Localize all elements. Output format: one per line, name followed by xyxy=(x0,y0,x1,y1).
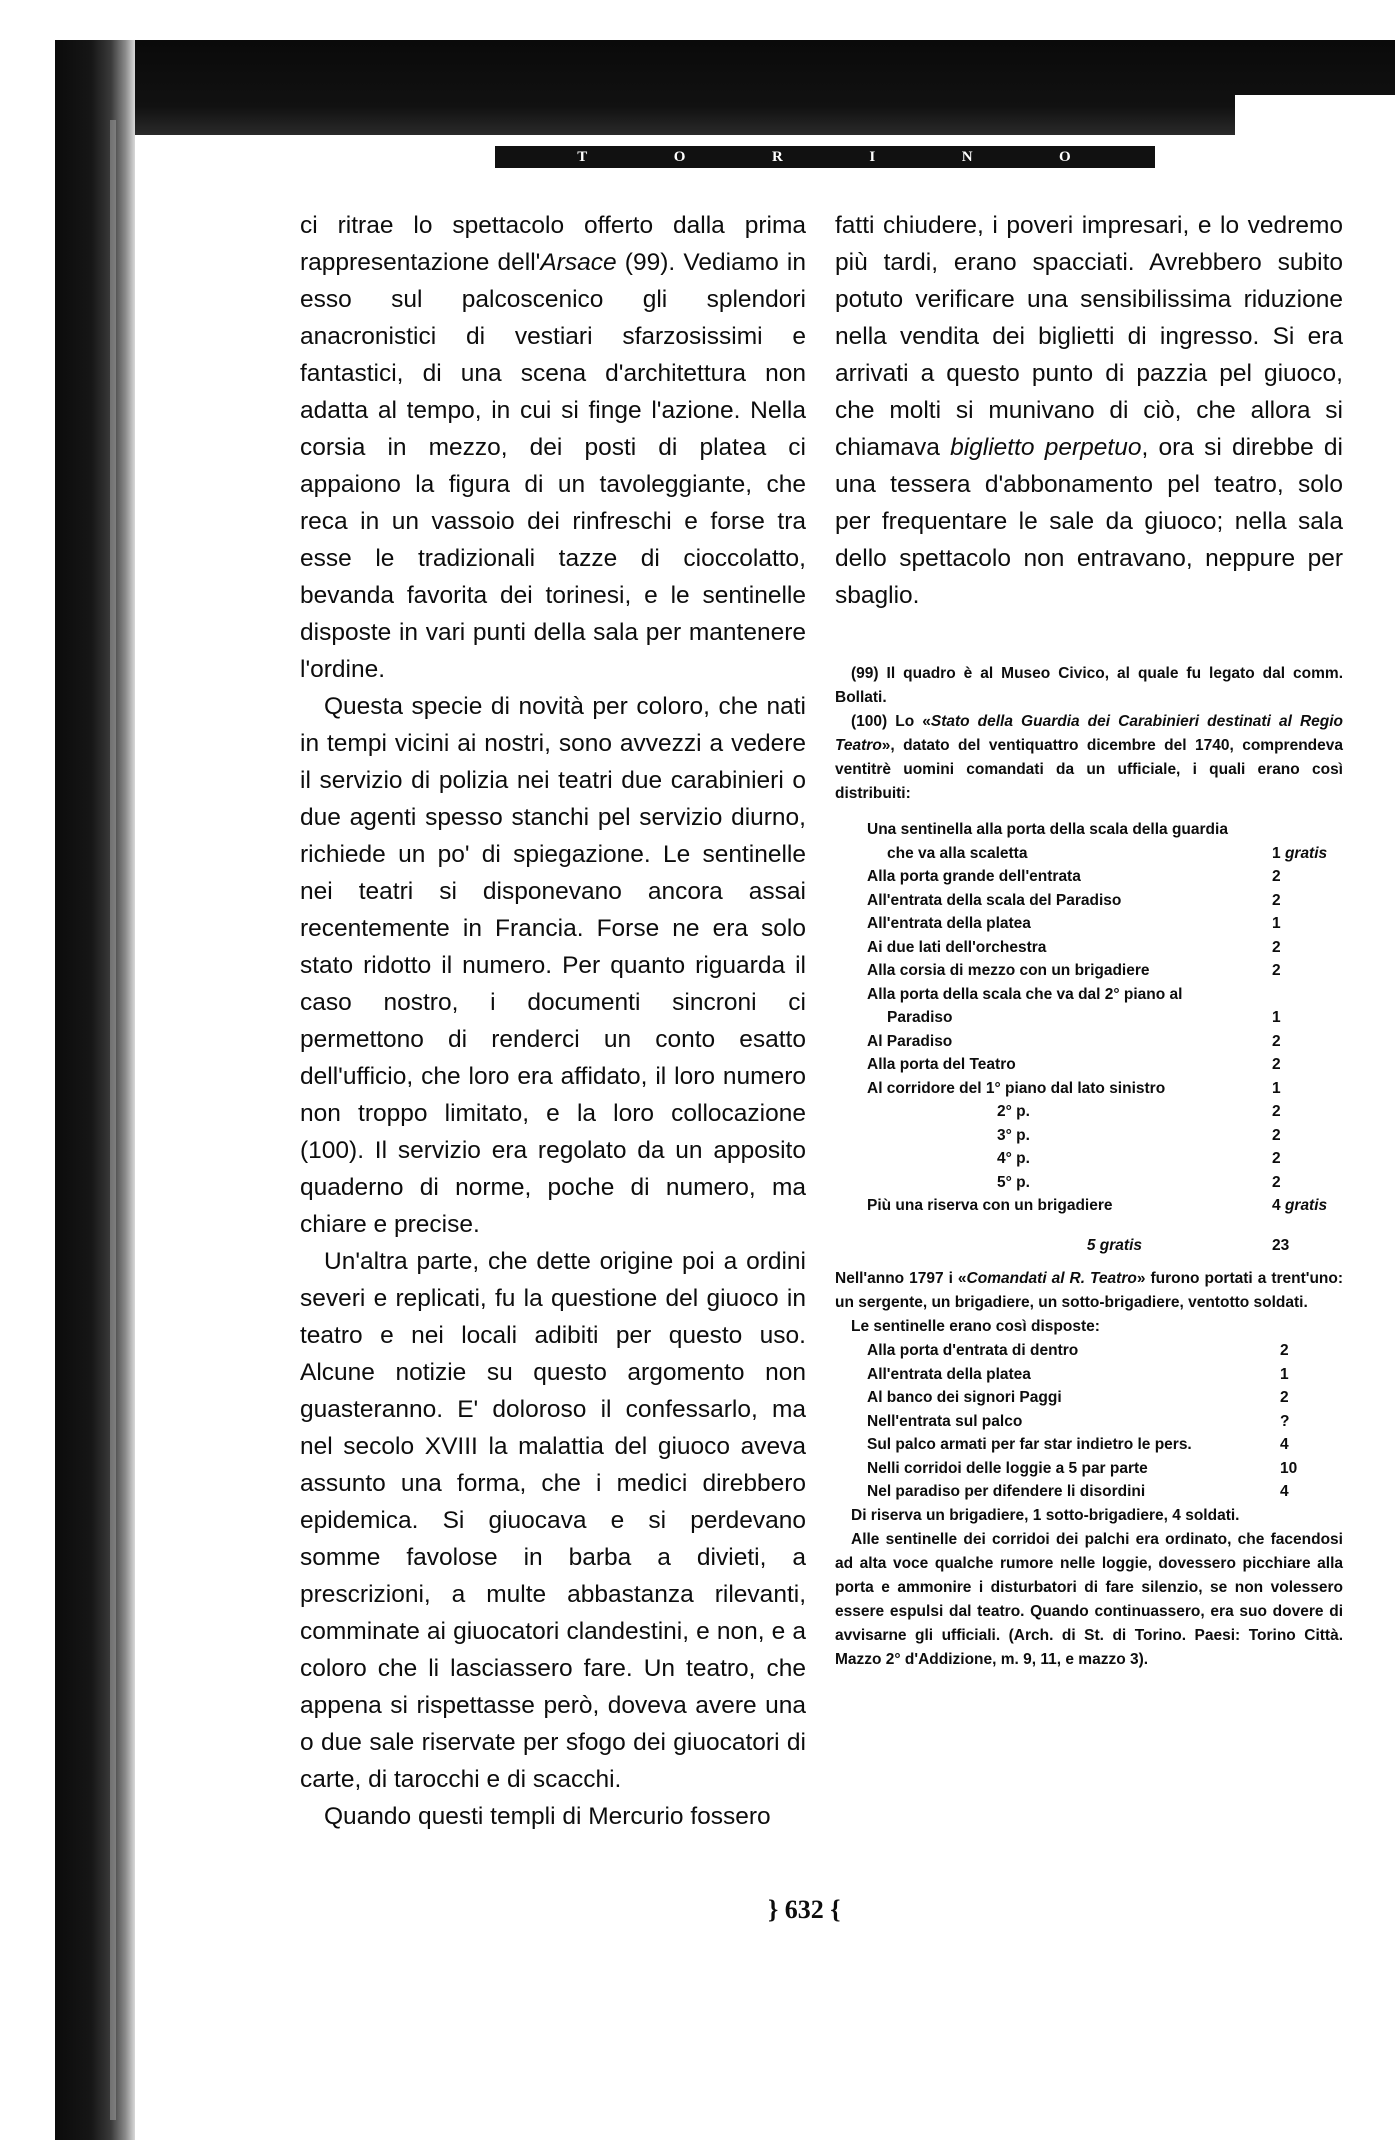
scan-border-top xyxy=(55,40,1395,135)
table-row xyxy=(867,1124,1342,1148)
table-row xyxy=(867,1147,1342,1171)
row-label: Ai due lati dell'orchestra xyxy=(867,938,1047,956)
header-letter: R xyxy=(771,148,785,165)
footnote-99: (99) Il quadro è al Museo Civico, al quale fu legato dal comm. Bollati. xyxy=(835,665,1343,706)
header-letter: N xyxy=(961,148,975,165)
sentinels-intro: Le sentinelle erano così disposte: xyxy=(851,1318,1100,1335)
header-letter: T xyxy=(577,148,590,165)
text-run: , ora si direbbe di una tessera d'abbonamento pel teatro, solo per frequentare le sale da giuoco; nella sala dello spettacolo non entravano, neppure per sbaglio. xyxy=(835,434,1343,609)
row-label: Nell'entrata sul palco xyxy=(867,1412,1023,1430)
row-label: Alla porta del Teatro xyxy=(867,1056,1016,1073)
row-value: 2 xyxy=(1272,1103,1281,1120)
row-label: Alla porta della scala che va dal 2° piano al xyxy=(867,985,1183,1003)
row-label: All'entrata della platea xyxy=(867,1365,1031,1383)
row-label: Nel paradiso per difendere li disordini xyxy=(867,1483,1146,1500)
paragraph xyxy=(835,207,1343,614)
guard-table xyxy=(867,818,1342,1257)
text-run: », datato del ventiquattro dicembre del 1740, comprendeva ventitrè uomini comandati da un ufficiale, i quali erano così distribuiti: xyxy=(835,737,1343,802)
row-value: 1 xyxy=(1272,915,1281,932)
row-label: Paradiso xyxy=(887,1009,953,1026)
row-label: All'entrata della platea xyxy=(867,915,1031,932)
left-column xyxy=(300,207,806,1835)
row-label: Alla porta grande dell'entrata xyxy=(867,868,1081,885)
row-label: Alla corsia di mezzo con un brigadiere xyxy=(867,962,1150,979)
table-row xyxy=(867,1457,1342,1481)
table-row xyxy=(867,889,1342,913)
paragraph: Questa specie di novità per coloro, che nati in tempi vicini ai nostri, sono avvezzi a vedere il servizio di polizia nei teatri due carabinieri o due agenti spesso stanchi pel servizio diurno, richiede un po' di spiegazione. Le sentinelle nei teatri si disponevano ancora assai recentemente in Francia. Forse ne era solo stato ridotto il numero. Per quanto riguarda il caso nostro, i documenti sincroni ci permettono di renderci un conto esatto dell'ufficio, che loro era affidato, il loro numero non troppo limitato, e la loro collocazione (100). Il servizio era regolato da un apposito quaderno di norme, poche di numero, ma chiare e precise. xyxy=(300,693,806,1238)
italic-title: Comandati al R. Teatro xyxy=(966,1270,1137,1287)
table-row xyxy=(867,1480,1342,1504)
table-row xyxy=(867,865,1342,889)
italic-term: biglietto perpetuo xyxy=(950,434,1142,461)
row-value: 1 xyxy=(1280,1365,1289,1383)
text-run: fatti chiudere, i poveri impresari, e lo vedremo più tardi, erano spacciati. Avrebbero subito potuto verificare una sensibilissima riduzione nella vendita dei biglietti di ingresso. Si era arrivati a questo punto di pazzia pel giuoco, che molti si munivano di ciò, che allora si chiamava xyxy=(835,212,1343,461)
table-row xyxy=(867,1077,1342,1101)
row-label: Nelli corridoi delle loggie a 5 par parte xyxy=(867,1459,1148,1477)
closing-note: Alle sentinelle dei corridoi dei palchi era ordinato, che facendosi ad alta voce qualche rumore nelle loggie, dovessero picchiare alla porta e ammonire i disturbatori di fare silenzio, se non volessero essere espulsi dal teatro. Quando continuassero, era suo dovere di avvisarne gli ufficiali. (Arch. di St. di Torino. Paesi: Torino Città. Mazzo 2° d'Addizione, m. 9, 11, e mazzo 3). xyxy=(835,1530,1343,1668)
page-number-value: 632 xyxy=(784,1895,824,1924)
row-label: Più una riserva con un brigadiere xyxy=(867,1197,1113,1214)
row-label: 4° p. xyxy=(997,1150,1030,1167)
note-1797 xyxy=(835,1267,1343,1315)
table-row xyxy=(867,1030,1342,1054)
row-label: Sul palco armati per far star indietro le pers. xyxy=(867,1436,1192,1453)
paragraph xyxy=(300,207,806,688)
table-row xyxy=(867,1410,1342,1434)
gratis-note: gratis xyxy=(1284,844,1328,862)
row-value: 2 xyxy=(1272,1150,1281,1167)
scan-border-left xyxy=(55,40,135,2140)
row-value: 1 gratis xyxy=(1272,844,1328,862)
row-value: 1 xyxy=(1272,1079,1281,1097)
table-row xyxy=(867,1006,1342,1030)
row-value: 2 xyxy=(1280,1342,1289,1359)
row-label: Una sentinella alla porta della scala della guardia xyxy=(867,821,1228,838)
gratis-note: gratis xyxy=(1284,1197,1328,1214)
table-row xyxy=(867,1339,1342,1363)
row-label: 5° p. xyxy=(997,1173,1030,1191)
table-row xyxy=(867,842,1342,866)
row-value: 2 xyxy=(1272,891,1281,909)
row-label: 3° p. xyxy=(997,1126,1030,1144)
row-label: All'entrata della scala del Paradiso xyxy=(867,891,1122,909)
header-letter: O xyxy=(1059,148,1073,165)
header-letter: O xyxy=(673,148,688,165)
paragraph: Un'altra parte, che dette origine poi a ordini severi e replicati, fu la questione del giuoco in teatro e nei locali adibiti per questo uso. Alcune notizie su questo argomento non guasteranno. E' doloroso il confessarlo, ma nel secolo XVIII la malattia del giuoco aveva assunto una forma, che i medici direbbero epidemica. Si giuocava e si perdevano somme favolose in barba a divieti, a prescrizioni, a multe abbastanza rilevanti, comminate ai giuocatori clandestini, e non, e a coloro che li lasciassero fare. Un teatro, che appena si rispettasse però, doveva avere una o due sale riservate per sfogo dei giuocatori di carte, di tarocchi e di scacchi. xyxy=(300,1248,806,1793)
row-value: 2 xyxy=(1272,1126,1281,1144)
row-value: 2 xyxy=(1272,868,1281,885)
footnote-100 xyxy=(835,710,1343,806)
row-value: 2 xyxy=(1272,962,1281,979)
row-value: 4 xyxy=(1280,1483,1289,1500)
table-row xyxy=(867,1053,1342,1077)
table-row xyxy=(867,1171,1342,1195)
text-run: (99). Vediamo in esso sul palcoscenico gli splendori anacronistici di vestiari sfarzosissimi e fantastici, di una scena d'architettura non adatta al tempo, in cui si finge l'azione. Nella corsia in mezzo, dei posti di platea ci appaiono la figura di un tavoleggiante, che reca in un vassoio dei rinfreschi e forse tra esse le tradizionali tazze di cioccolatto, bevanda favorita dei torinesi, e le sentinelle disposte in vari punti della sala per mantenere l'ordine. xyxy=(300,249,806,683)
table-row xyxy=(867,912,1342,936)
text-run: (100) Lo « xyxy=(851,713,931,730)
row-value: 10 xyxy=(1280,1459,1298,1477)
text-run: » furono portati a trent'uno: un sergente, un brigadiere, un sotto-brigadiere, ventotto soldati. xyxy=(835,1270,1344,1311)
row-value: ? xyxy=(1280,1412,1290,1430)
table-row xyxy=(867,936,1342,960)
table-row xyxy=(867,1433,1342,1457)
table-row xyxy=(867,959,1342,983)
row-label: Al corridore del 1° piano dal lato sinistro xyxy=(867,1079,1166,1097)
row-value: 2 xyxy=(1272,1173,1281,1191)
footnotes xyxy=(835,662,1343,1672)
table-total xyxy=(867,1234,1342,1258)
total-label: 5 gratis xyxy=(1086,1236,1142,1254)
right-column xyxy=(835,207,1343,614)
scan-border-stripe xyxy=(110,120,116,2120)
scan-border-notch xyxy=(1235,95,1400,135)
sentinel-table xyxy=(867,1339,1342,1504)
total-value: 23 xyxy=(1272,1236,1290,1254)
row-value: 4 xyxy=(1280,1436,1289,1453)
table-row xyxy=(867,818,1342,842)
table-row xyxy=(867,1194,1342,1218)
running-header xyxy=(495,146,1155,168)
row-label: 2° p. xyxy=(997,1103,1030,1120)
italic-title: Arsace xyxy=(540,249,617,276)
reserve-note: Di riserva un brigadiere, 1 sotto-brigadiere, 4 soldati. xyxy=(851,1506,1240,1524)
row-value: 2 xyxy=(1280,1389,1289,1406)
table-row xyxy=(867,1100,1342,1124)
row-value: 2 xyxy=(1272,1032,1281,1050)
paragraph: Quando questi templi di Mercurio fossero xyxy=(324,1803,771,1830)
row-value: 2 xyxy=(1272,1056,1281,1073)
row-label: Alla porta d'entrata di dentro xyxy=(867,1342,1079,1359)
italic-title: Stato della Guardia dei Carabinieri destinati al Regio Teatro xyxy=(835,713,1343,754)
page-number: } 632 { xyxy=(768,1895,841,1924)
row-label: che va alla scaletta xyxy=(887,844,1028,862)
row-label: Al Paradiso xyxy=(867,1032,953,1050)
table-row xyxy=(867,983,1342,1007)
row-value: 2 xyxy=(1272,938,1281,956)
row-value: 4 gratis xyxy=(1272,1197,1328,1214)
row-label: Al banco dei signori Paggi xyxy=(867,1389,1062,1406)
table-row xyxy=(867,1363,1342,1387)
text-run: Nell'anno 1797 i « xyxy=(835,1270,967,1287)
row-value: 1 xyxy=(1272,1009,1281,1026)
table-row xyxy=(867,1386,1342,1410)
text-run: ci ritrae lo spettacolo offerto dalla prima rappresentazione dell' xyxy=(300,212,806,276)
header-letter: I xyxy=(869,148,878,165)
